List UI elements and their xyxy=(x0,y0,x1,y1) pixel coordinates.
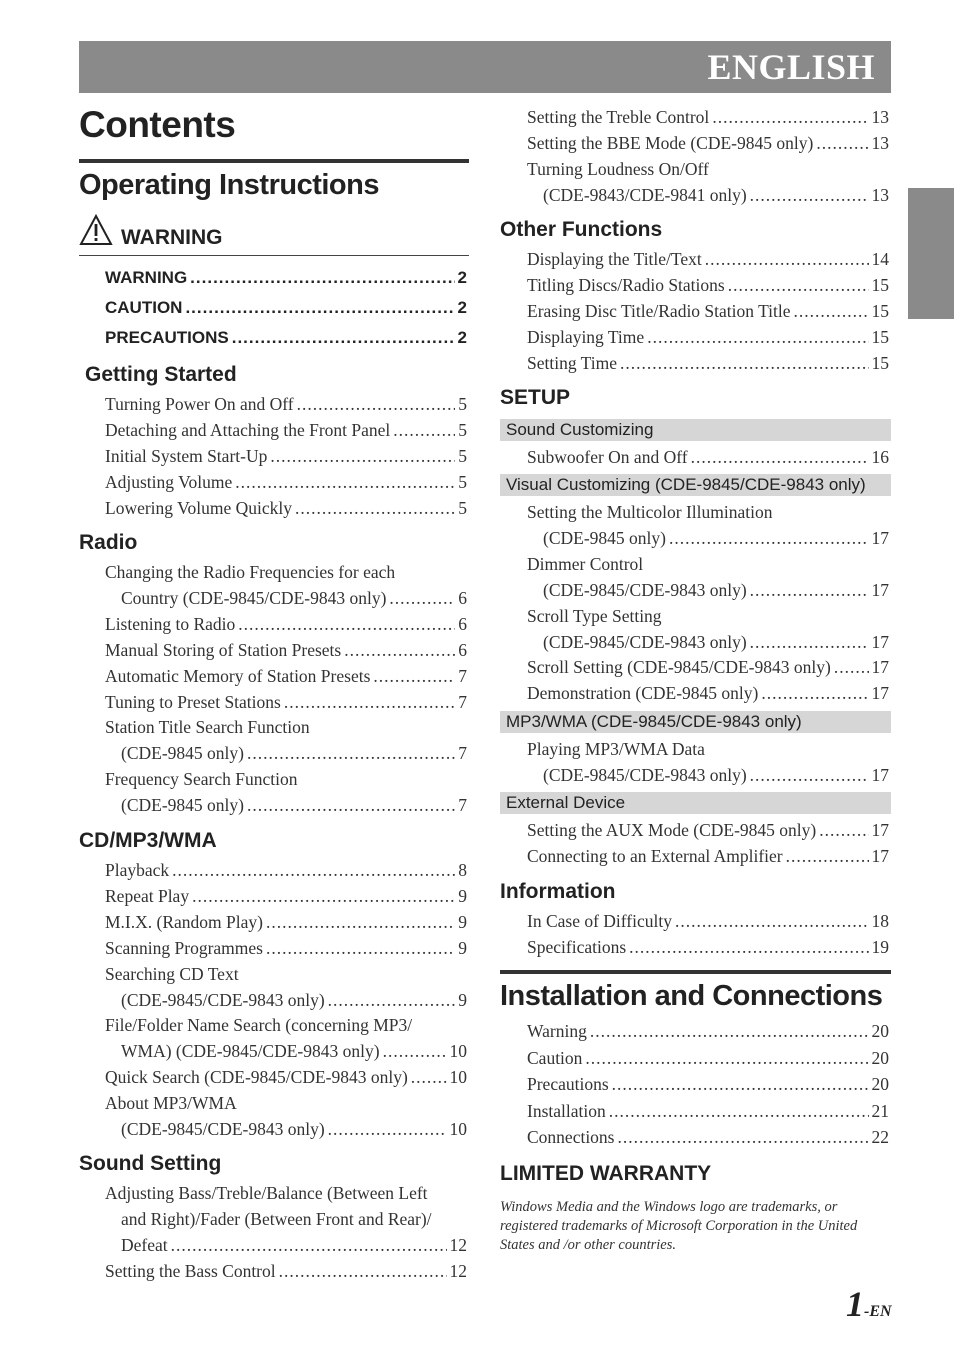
toc-entry-page: 2 xyxy=(457,328,467,347)
installation-rule xyxy=(500,970,891,974)
toc-entry xyxy=(543,526,889,550)
toc-leader-dots xyxy=(665,604,886,628)
toc-entry xyxy=(121,1039,467,1063)
toc-entry-page: 19 xyxy=(871,937,889,957)
toc-entry-page: 17 xyxy=(871,631,889,652)
toc-entry-page: 15 xyxy=(871,327,889,347)
toc-entry-label: M.I.X. (Random Play) xyxy=(105,910,266,934)
toc-entry-label: Scroll Setting (CDE-9845/CDE-9843 only) xyxy=(527,655,834,679)
toc-entry-page: 10 xyxy=(449,1067,467,1088)
toc-entry-label: WMA) (CDE-9845/CDE-9843 only) xyxy=(121,1039,383,1063)
subbar-sound-customizing: Sound Customizing xyxy=(500,419,891,441)
toc-entry-page: 12 xyxy=(449,1261,467,1281)
toc-entry-label: Turning Loudness On/Off xyxy=(527,157,712,181)
language-label: ENGLISH xyxy=(707,47,875,87)
toc-entry-page: 20 xyxy=(871,1074,889,1094)
toc-entry xyxy=(543,578,889,602)
toc-entry-label: Displaying Time xyxy=(527,325,647,349)
toc-entry-label: Setting the Treble Control xyxy=(527,105,712,129)
radio-heading: Radio xyxy=(79,531,138,554)
toc-entry-label: About MP3/WMA xyxy=(105,1091,240,1115)
toc-entry-page: 14 xyxy=(871,249,889,269)
toc-entry-label: Station Title Search Function xyxy=(105,715,313,739)
toc-entry xyxy=(527,500,889,524)
toc-leader-dots xyxy=(646,552,886,576)
toc-entry-label: Adjusting Bass/Treble/Balance (Between Left xyxy=(105,1181,431,1205)
toc-entry-page xyxy=(886,157,889,181)
toc-leader-dots xyxy=(373,664,455,688)
toc-entry xyxy=(105,1259,467,1283)
toc-entry-label: Playing MP3/WMA Data xyxy=(527,737,708,761)
toc-entry xyxy=(527,247,889,271)
toc-entry-label: Frequency Search Function xyxy=(105,767,300,791)
toc-leader-dots xyxy=(389,586,455,610)
toc-leader-dots xyxy=(669,526,869,550)
toc-leader-dots xyxy=(647,325,868,349)
toc-entry-label: Installation xyxy=(527,1099,609,1123)
warning-icon xyxy=(79,214,113,246)
toc-entry-label: (CDE-9845 only) xyxy=(543,526,669,550)
toc-entry-label: Quick Search (CDE-9845/CDE-9843 only) xyxy=(105,1065,411,1089)
toc-entry-label: (CDE-9845/CDE-9843 only) xyxy=(543,630,750,654)
toc-entry-label: Precautions xyxy=(527,1072,612,1096)
toc-entry-label: Titling Discs/Radio Stations xyxy=(527,273,728,297)
toc-entry-page: 7 xyxy=(458,743,467,764)
toc-leader-dots xyxy=(171,1233,447,1257)
toc-entry xyxy=(105,1065,467,1089)
toc-entry xyxy=(105,1091,467,1115)
toc-entry-label: CAUTION xyxy=(105,296,185,320)
toc-entry-page xyxy=(886,500,889,524)
trademark-notice: Windows Media and the Windows logo are trademarks, or registered trademarks of Microsoft Corporation in the United States and /or other countries. xyxy=(500,1199,858,1253)
toc-leader-dots xyxy=(185,296,454,320)
toc-entry-label: Country (CDE-9845/CDE-9843 only) xyxy=(121,586,389,610)
toc-entry-label: Tuning to Preset Stations xyxy=(105,690,284,714)
toc-entry-page: 13 xyxy=(871,184,889,205)
toc-entry-page: 7 xyxy=(458,691,467,712)
toc-entry-label: Playback xyxy=(105,858,172,882)
toc-entry-page: 6 xyxy=(458,613,467,634)
toc-leader-dots xyxy=(411,1065,447,1089)
toc-entry-page: 17 xyxy=(871,765,889,785)
toc-entry-page: 12 xyxy=(449,1235,467,1255)
toc-entry-page: 10 xyxy=(449,1119,467,1139)
toc-entry-page: 2 xyxy=(457,268,467,287)
toc-entry-page: 13 xyxy=(871,132,889,153)
toc-entry xyxy=(105,496,467,520)
toc-entry xyxy=(527,105,889,129)
subbar-external-device: External Device xyxy=(500,792,891,814)
toc-leader-dots xyxy=(300,767,464,791)
toc-entry xyxy=(105,962,467,986)
toc-leader-dots xyxy=(590,1019,869,1043)
toc-entry-label: Displaying the Title/Text xyxy=(527,247,705,271)
toc-entry-page: 5 xyxy=(458,394,467,414)
toc-entry-page: 17 xyxy=(871,579,889,600)
toc-entry-label: Dimmer Control xyxy=(527,552,646,576)
toc-leader-dots xyxy=(435,1207,464,1231)
sound-setting-heading: Sound Setting xyxy=(79,1152,222,1175)
toc-entry-page: 22 xyxy=(871,1127,889,1147)
toc-entry-label: Listening to Radio xyxy=(105,612,238,636)
toc-entry xyxy=(527,273,889,297)
toc-leader-dots xyxy=(750,763,869,787)
toc-leader-dots xyxy=(712,157,886,181)
toc-entry xyxy=(105,884,467,908)
toc-leader-dots xyxy=(775,500,886,524)
toc-entry xyxy=(527,299,889,323)
toc-entry-label: Scroll Type Setting xyxy=(527,604,665,628)
toc-entry-label: Scanning Programmes xyxy=(105,936,266,960)
toc-entry-label: Changing the Radio Frequencies for each xyxy=(105,560,398,584)
toc-entry-label: Setting the BBE Mode (CDE-9845 only) xyxy=(527,131,816,155)
toc-entry-label: (CDE-9845/CDE-9843 only) xyxy=(121,1117,328,1141)
toc-entry xyxy=(527,681,889,705)
toc-entry-page xyxy=(464,1013,467,1037)
toc-entry-label: WARNING xyxy=(105,266,190,290)
toc-entry xyxy=(105,444,467,468)
toc-entry-page: 7 xyxy=(458,795,467,816)
toc-entry-page: 6 xyxy=(458,587,467,608)
page-title: Contents xyxy=(79,104,236,145)
toc-entry-label: Warning xyxy=(527,1019,590,1043)
toc-entry-page: 18 xyxy=(871,911,889,931)
toc-leader-dots xyxy=(192,884,455,908)
toc-leader-dots xyxy=(266,936,455,960)
toc-entry-label: Lowering Volume Quickly xyxy=(105,496,295,520)
toc-entry-page: 7 xyxy=(458,665,467,686)
toc-entry-label: Specifications xyxy=(527,935,629,959)
toc-entry-label: Defeat xyxy=(121,1233,171,1257)
toc-entry xyxy=(105,470,467,494)
toc-entry-page: 5 xyxy=(458,446,467,466)
limited-warranty-heading: LIMITED WARRANTY xyxy=(500,1162,712,1185)
toc-entry-label: Setting the Multicolor Illumination xyxy=(527,500,775,524)
side-tab-marker xyxy=(908,188,954,319)
toc-entry-page: 9 xyxy=(458,989,467,1010)
toc-entry xyxy=(527,1046,889,1070)
toc-entry-label: Erasing Disc Title/Radio Station Title xyxy=(527,299,794,323)
toc-leader-dots xyxy=(712,105,868,129)
toc-entry-label: Setting the Bass Control xyxy=(105,1259,279,1283)
toc-entry xyxy=(527,1019,889,1043)
toc-leader-dots xyxy=(393,418,455,442)
toc-entry xyxy=(105,560,467,584)
toc-leader-dots xyxy=(585,1046,868,1070)
toc-entry xyxy=(543,763,889,787)
toc-entry-label: Setting Time xyxy=(527,351,620,375)
toc-entry-label: File/Folder Name Search (concerning MP3/ xyxy=(105,1013,415,1037)
title-rule xyxy=(79,159,469,163)
toc-leader-dots xyxy=(279,1259,447,1283)
toc-entry xyxy=(105,910,467,934)
toc-entry-label: Subwoofer On and Off xyxy=(527,445,691,469)
toc-entry xyxy=(543,630,889,654)
toc-leader-dots xyxy=(750,183,869,207)
toc-entry-label: Repeat Play xyxy=(105,884,192,908)
toc-leader-dots xyxy=(240,1091,464,1115)
toc-entry-label: Turning Power On and Off xyxy=(105,392,297,416)
toc-entry xyxy=(105,858,467,882)
toc-entry-page xyxy=(464,962,467,986)
toc-entry-page xyxy=(464,560,467,584)
toc-entry-page: 20 xyxy=(871,1047,889,1068)
toc-entry xyxy=(121,793,467,817)
page-number: 1-EN xyxy=(846,1284,892,1324)
toc-leader-dots xyxy=(295,496,455,520)
subbar-visual-customizing: Visual Customizing (CDE-9845/CDE-9843 only) xyxy=(500,474,891,496)
toc-entry-label: Adjusting Volume xyxy=(105,470,235,494)
toc-leader-dots xyxy=(328,1117,447,1141)
setup-heading: SETUP xyxy=(500,386,571,409)
toc-entry-label: (CDE-9845 only) xyxy=(121,793,247,817)
toc-entry-page xyxy=(464,715,467,739)
toc-leader-dots xyxy=(284,690,455,714)
toc-entry xyxy=(105,664,467,688)
toc-leader-dots xyxy=(629,935,868,959)
toc-entry xyxy=(527,844,889,868)
toc-entry-label: Manual Storing of Station Presets xyxy=(105,638,344,662)
toc-entry-page xyxy=(464,1207,467,1231)
warning-rule xyxy=(79,255,469,256)
toc-leader-dots xyxy=(297,392,456,416)
toc-entry xyxy=(121,988,467,1012)
toc-entry-page: 17 xyxy=(871,527,889,548)
toc-entry-page: 17 xyxy=(871,820,889,840)
toc-entry xyxy=(121,741,467,765)
toc-entry xyxy=(527,737,889,761)
toc-leader-dots xyxy=(238,612,455,636)
toc-entry xyxy=(527,325,889,349)
toc-entry xyxy=(121,586,467,610)
toc-leader-dots xyxy=(691,445,869,469)
toc-leader-dots xyxy=(431,1181,464,1205)
toc-entry-label: (CDE-9845/CDE-9843 only) xyxy=(543,578,750,602)
toc-entry-page: 8 xyxy=(458,860,467,880)
toc-entry-page: 17 xyxy=(871,846,889,866)
toc-entry xyxy=(121,1233,467,1257)
toc-entry-page xyxy=(886,552,889,576)
toc-entry-page: 5 xyxy=(458,420,467,440)
toc-entry xyxy=(105,266,467,290)
information-heading: Information xyxy=(500,880,616,903)
toc-entry-page: 13 xyxy=(871,107,889,127)
toc-entry xyxy=(105,296,467,320)
toc-entry-label: Initial System Start-Up xyxy=(105,444,270,468)
toc-entry xyxy=(105,690,467,714)
toc-leader-dots xyxy=(620,351,869,375)
toc-leader-dots xyxy=(786,844,869,868)
toc-leader-dots xyxy=(328,988,456,1012)
toc-entry xyxy=(527,909,889,933)
toc-entry-label: Connections xyxy=(527,1125,618,1149)
toc-entry-page: 6 xyxy=(458,639,467,660)
toc-entry-label: (CDE-9845/CDE-9843 only) xyxy=(543,763,750,787)
toc-entry-label: In Case of Difficulty xyxy=(527,909,675,933)
toc-entry-page: 2 xyxy=(457,298,467,317)
toc-entry xyxy=(105,936,467,960)
toc-leader-dots xyxy=(415,1013,464,1037)
toc-entry xyxy=(527,351,889,375)
toc-leader-dots xyxy=(266,910,455,934)
toc-entry-label: PRECAUTIONS xyxy=(105,326,232,350)
toc-leader-dots xyxy=(612,1072,869,1096)
toc-entry-label: Demonstration (CDE-9845 only) xyxy=(527,681,761,705)
toc-leader-dots xyxy=(232,326,455,350)
toc-leader-dots xyxy=(675,909,869,933)
language-banner xyxy=(79,41,891,93)
toc-entry-page xyxy=(464,767,467,791)
section-title-operating: Operating Instructions xyxy=(79,169,379,201)
toc-leader-dots xyxy=(344,638,455,662)
toc-entry xyxy=(105,638,467,662)
toc-entry xyxy=(105,767,467,791)
toc-entry-label: Connecting to an External Amplifier xyxy=(527,844,786,868)
toc-leader-dots xyxy=(242,962,464,986)
toc-entry xyxy=(105,1013,467,1037)
toc-leader-dots xyxy=(794,299,869,323)
toc-entry xyxy=(105,418,467,442)
toc-entry xyxy=(105,612,467,636)
toc-entry xyxy=(527,1072,889,1096)
toc-entry-page xyxy=(464,1181,467,1205)
toc-entry-page: 21 xyxy=(871,1100,889,1121)
toc-entry-page xyxy=(464,1091,467,1115)
getting-started-heading: Getting Started xyxy=(85,363,237,386)
toc-entry-label: and Right)/Fader (Between Front and Rear)/ xyxy=(121,1207,435,1231)
toc-entry-page xyxy=(886,604,889,628)
toc-leader-dots xyxy=(609,1099,869,1123)
toc-leader-dots xyxy=(705,247,869,271)
toc-leader-dots xyxy=(761,681,868,705)
toc-leader-dots xyxy=(398,560,464,584)
toc-entry-label: Setting the AUX Mode (CDE-9845 only) xyxy=(527,818,819,842)
toc-leader-dots xyxy=(190,266,454,290)
toc-entry xyxy=(105,392,467,416)
toc-entry-label: Automatic Memory of Station Presets xyxy=(105,664,373,688)
toc-leader-dots xyxy=(708,737,886,761)
toc-entry-label: (CDE-9845 only) xyxy=(121,741,247,765)
other-functions-heading: Other Functions xyxy=(500,218,663,241)
toc-entry-page: 17 xyxy=(871,657,889,678)
toc-entry xyxy=(527,157,889,181)
toc-entry xyxy=(527,1125,889,1149)
toc-entry-label: Caution xyxy=(527,1046,585,1070)
toc-entry xyxy=(105,326,467,350)
toc-entry xyxy=(121,1207,467,1231)
toc-entry xyxy=(527,552,889,576)
toc-entry-page: 9 xyxy=(458,911,467,932)
toc-entry-page: 15 xyxy=(871,301,889,321)
toc-entry xyxy=(527,655,889,679)
toc-entry-page: 16 xyxy=(871,447,889,467)
toc-entry-page: 15 xyxy=(871,353,889,373)
toc-entry xyxy=(121,1117,467,1141)
toc-leader-dots xyxy=(618,1125,869,1149)
toc-leader-dots xyxy=(172,858,455,882)
toc-leader-dots xyxy=(313,715,464,739)
toc-entry xyxy=(105,715,467,739)
toc-leader-dots xyxy=(247,741,455,765)
toc-entry-label: (CDE-9845/CDE-9843 only) xyxy=(121,988,328,1012)
toc-entry xyxy=(527,604,889,628)
toc-entry xyxy=(527,1099,889,1123)
toc-entry xyxy=(105,1181,467,1205)
toc-entry-page: 9 xyxy=(458,885,467,906)
toc-leader-dots xyxy=(750,578,869,602)
toc-leader-dots xyxy=(235,470,455,494)
toc-entry xyxy=(543,183,889,207)
toc-entry-page: 20 xyxy=(871,1021,889,1041)
toc-entry xyxy=(527,818,889,842)
toc-leader-dots xyxy=(834,655,869,679)
toc-leader-dots xyxy=(750,630,869,654)
toc-entry-label: Detaching and Attaching the Front Panel xyxy=(105,418,393,442)
toc-entry xyxy=(527,445,889,469)
toc-leader-dots xyxy=(816,131,868,155)
toc-entry-label: Searching CD Text xyxy=(105,962,242,986)
cd-heading: CD/MP3/WMA xyxy=(79,829,217,852)
toc-entry-label: (CDE-9843/CDE-9841 only) xyxy=(543,183,750,207)
toc-leader-dots xyxy=(270,444,455,468)
toc-entry-page: 15 xyxy=(871,275,889,295)
toc-leader-dots xyxy=(383,1039,447,1063)
toc-entry xyxy=(527,131,889,155)
section-title-installation: Installation and Connections xyxy=(500,980,883,1012)
warning-heading: WARNING xyxy=(121,226,223,249)
toc-leader-dots xyxy=(728,273,869,297)
toc-entry-page xyxy=(886,737,889,761)
toc-entry-page: 17 xyxy=(871,683,889,704)
toc-entry-page: 5 xyxy=(458,472,467,492)
toc-entry xyxy=(527,935,889,959)
toc-leader-dots xyxy=(247,793,455,817)
toc-entry-page: 9 xyxy=(458,937,467,958)
toc-entry-page: 10 xyxy=(449,1041,467,1062)
toc-leader-dots xyxy=(819,818,868,842)
toc-entry-page: 5 xyxy=(458,498,467,518)
subbar-mp3wma: MP3/WMA (CDE-9845/CDE-9843 only) xyxy=(500,711,891,733)
